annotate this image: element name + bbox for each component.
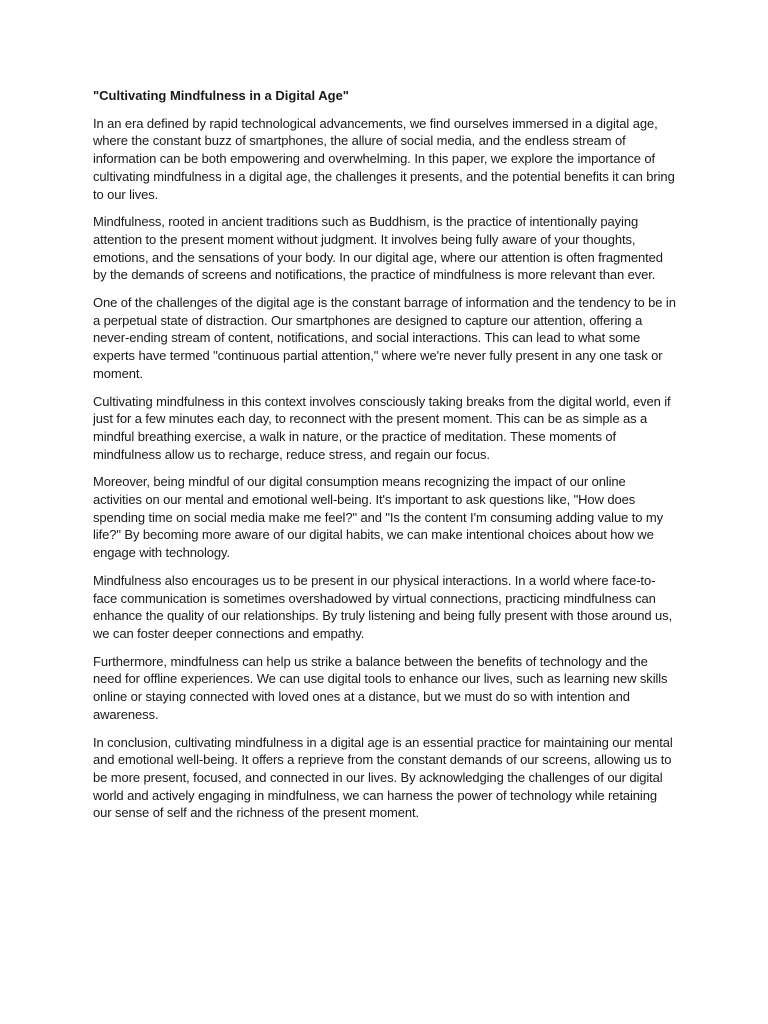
paragraph-7: Furthermore, mindfulness can help us strike a balance between the benefits of technology and the need for offline experiences. We can use digital tools to enhance our lives, such as learning new skills online or staying connected with loved ones at a distance, but we must do so with intention and awareness. <box>93 653 668 722</box>
paragraph-5: Moreover, being mindful of our digital consumption means recognizing the impact of our online activities on our mental and emotional well-being. It's important to ask questions like, "How does spending time on social media make me feel?" and "Is the content I'm consuming adding value to my life?" By becoming more aware of our digital habits, we can make intentional choices about how we engage with technology. <box>93 474 663 561</box>
document-title: "Cultivating Mindfulness in a Digital Age" <box>93 88 349 103</box>
paragraph-1: In an era defined by rapid technological advancements, we find ourselves immersed in a digital age, where the constant buzz of smartphones, the allure of social media, and the endless stream of information can be both empowering and overwhelming. In this paper, we explore the importance of cultivating mindfulness in a digital age, the challenges it presents, and the potential benefits it can bring to our lives. <box>93 115 675 202</box>
paragraph-6: Mindfulness also encourages us to be present in our physical interactions. In a world where face-to-face communication is sometimes overshadowed by virtual connections, practicing mindfulness can enhance the quality of our relationships. By truly listening and being fully present with those around us, we can foster deeper connections and empathy. <box>93 572 673 641</box>
paragraph-8: In conclusion, cultivating mindfulness in a digital age is an essential practice for maintaining our mental and emotional well-being. It offers a reprieve from the constant demands of our screens, allowing us to be more present, focused, and connected in our lives. By acknowledging the challenges of our digital world and actively engaging in mindfulness, we can harness the power of technology while retaining our sense of self and the richness of the present moment. <box>93 734 673 821</box>
paragraph-2: Mindfulness, rooted in ancient traditions such as Buddhism, is the practice of intentionally paying attention to the present moment without judgment. It involves being fully aware of your thoughts, emotions, and the sensations of your body. In our digital age, where our attention is often fragmented by the demands of screens and notifications, the practice of mindfulness is more relevant than ever. <box>93 214 663 283</box>
document-page <box>93 87 677 832</box>
paragraph-4: Cultivating mindfulness in this context involves consciously taking breaks from the digital world, even if just for a few minutes each day, to reconnect with the present moment. This can be as simple as a mindful breathing exercise, a walk in nature, or the practice of meditation. These moments of mindfulness allow us to recharge, reduce stress, and regain our focus. <box>93 393 671 462</box>
paragraph-3: One of the challenges of the digital age is the constant barrage of information and the tendency to be in a perpetual state of distraction. Our smartphones are designed to capture our attention, offering a never-ending stream of content, notifications, and social interactions. This can lead to what some experts have termed "continuous partial attention," where we're never fully present in any one task or moment. <box>93 295 676 381</box>
